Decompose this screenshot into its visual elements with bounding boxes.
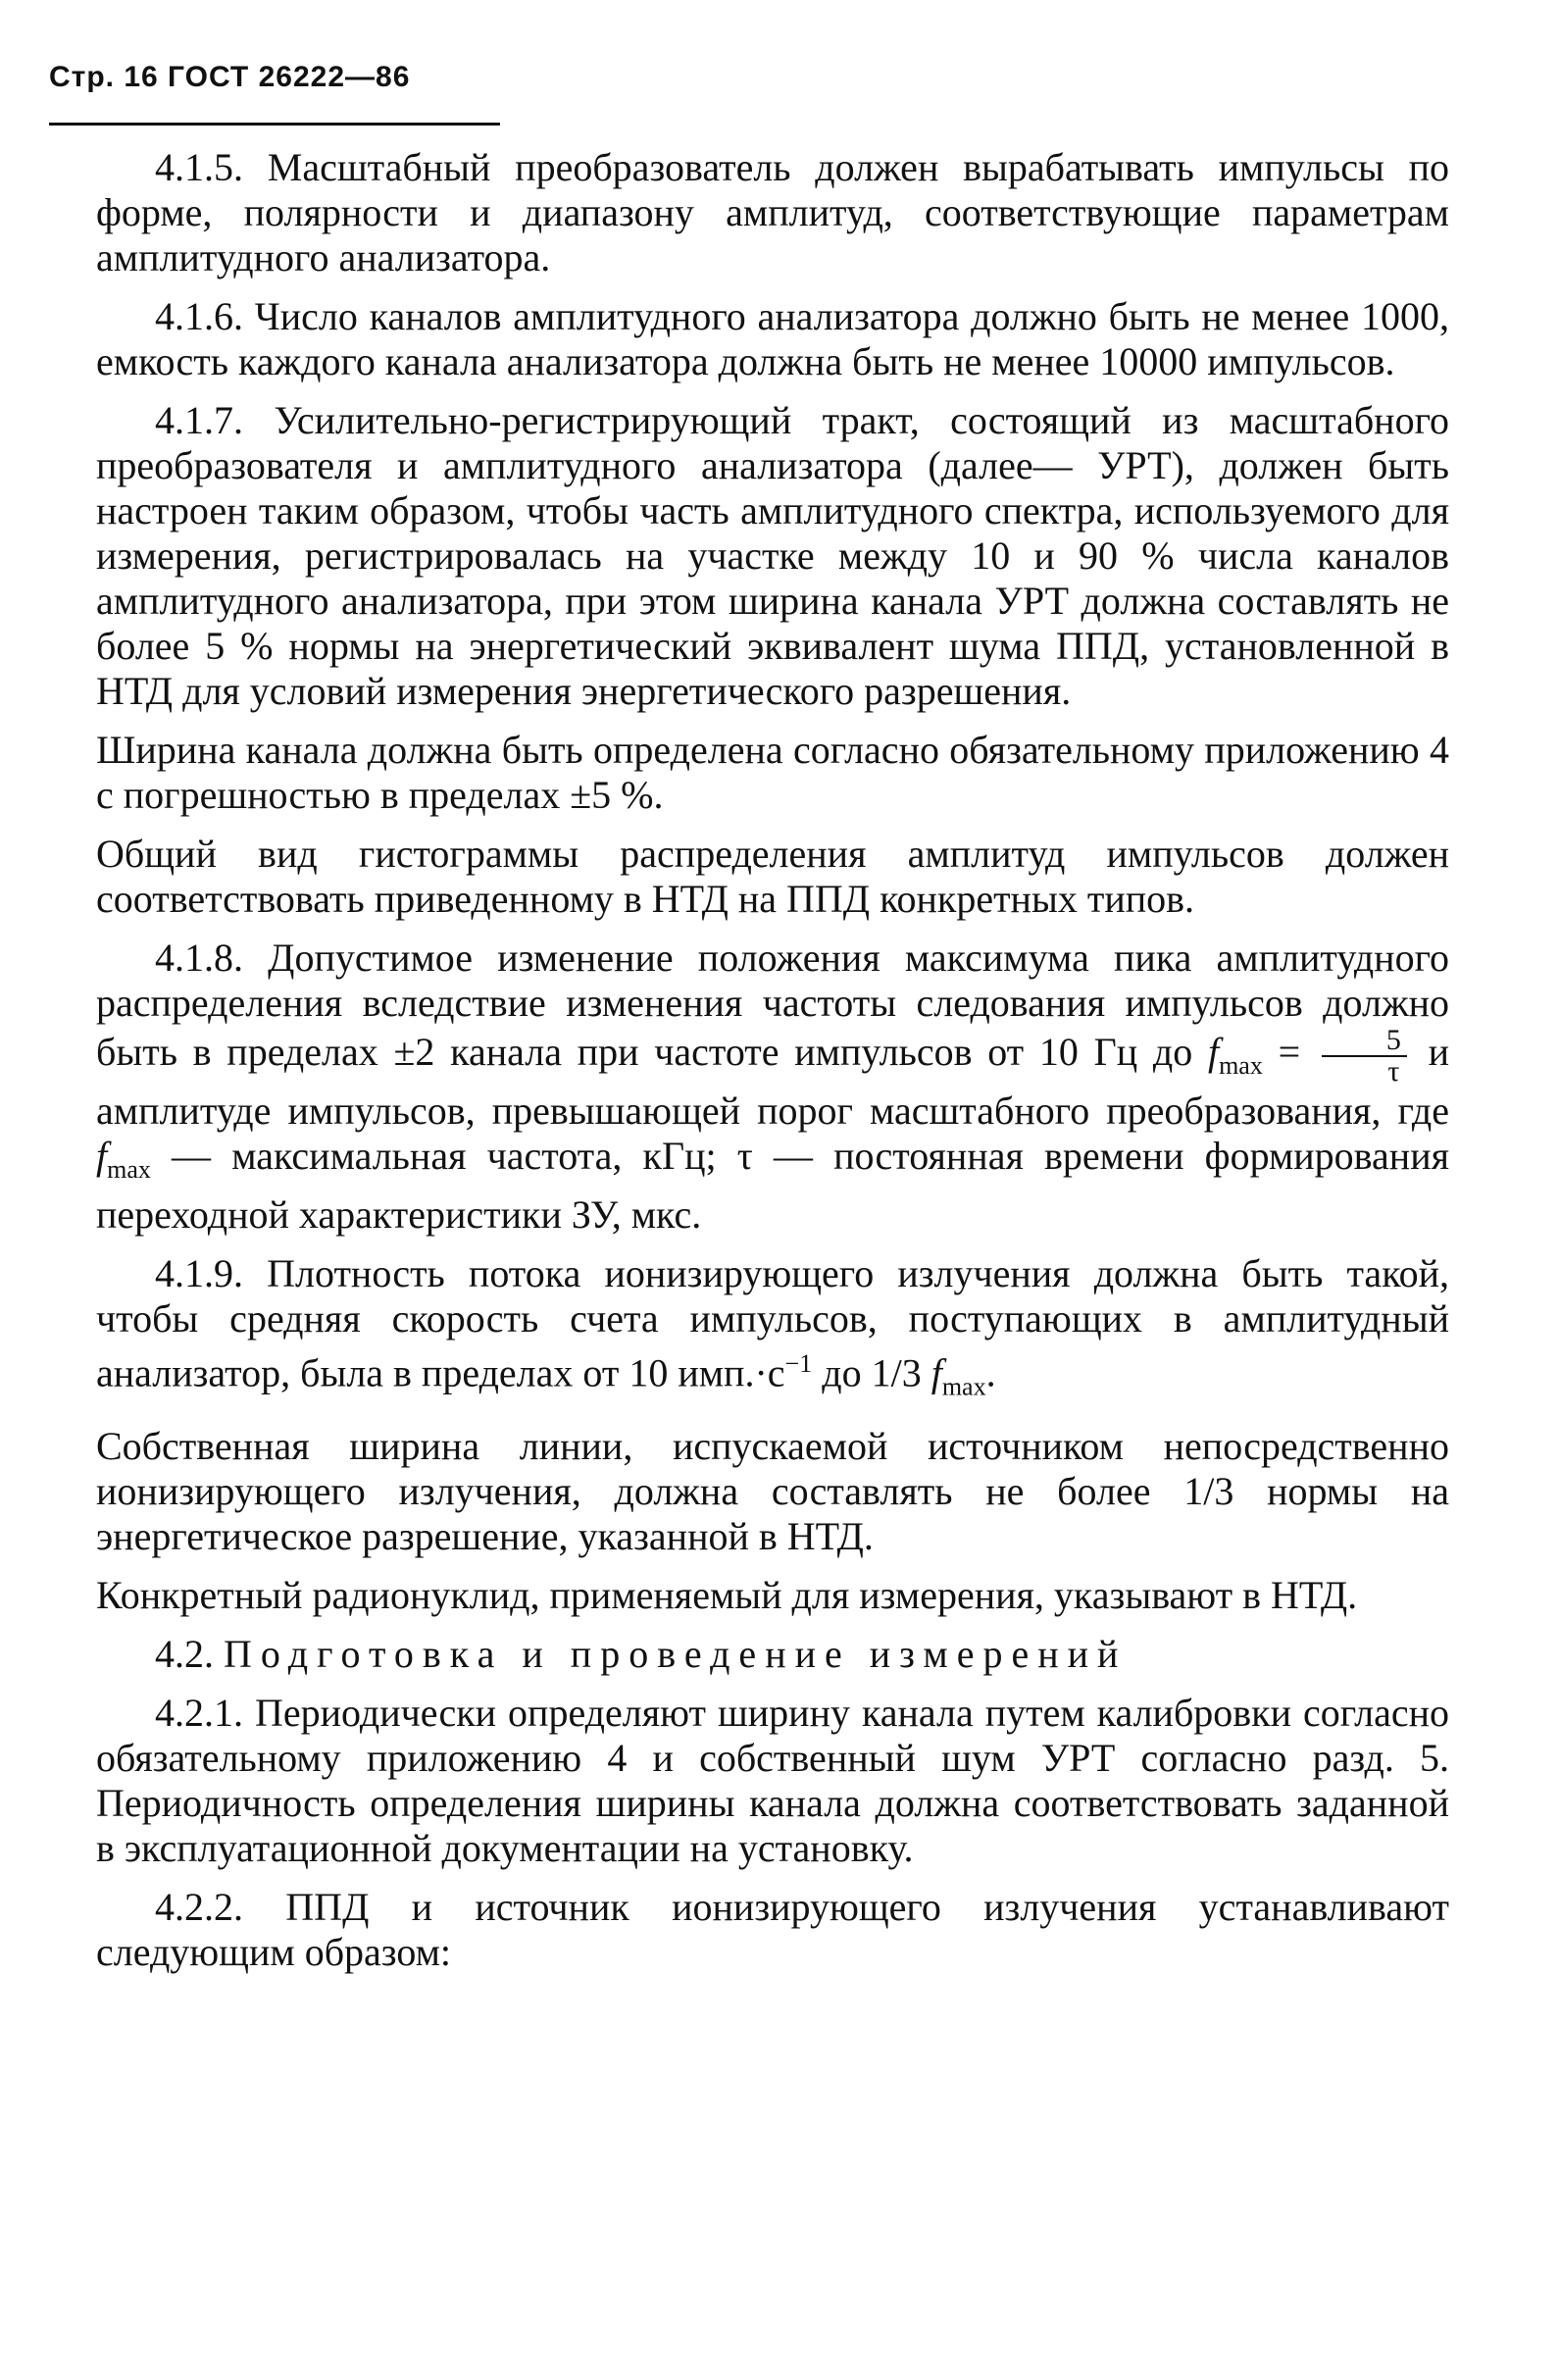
f-symbol-3: f bbox=[930, 1350, 942, 1395]
paragraph-4-1-6: 4.1.6. Число каналов амплитудного анализатора должно быть не менее 1000, емкость каждого канала анализатора должна быть не менее 10000 импульсов. bbox=[96, 294, 1449, 383]
p419-text-b: до bbox=[822, 1350, 862, 1395]
paragraph-line-width bbox=[96, 1424, 1449, 1559]
section-4-2-heading bbox=[96, 1632, 1449, 1677]
paragraph-4-1-7: 4.1.7. Усилительно-регистрирующий тракт, состоящий из масштабного преобразователя и амплитудного анализатора (далее— УРТ), должен быть настроен таким образом, чтобы часть амплитудного спектра, используемого для измерения, регистрировалась на участке между 10 и 90 % числа каналов амплитудного анализатора, при этом ширина канала УРТ должна составлять не более 5 % нормы на энергетический эквивалент шума ППД, установленной в НТД для условий измерения энергетического разрешения. bbox=[96, 398, 1449, 713]
p418-text-c: — максимальная частота, кГц; τ — постоянная времени формирования переходной характеристики ЗУ, мкс. bbox=[96, 1134, 1450, 1238]
fraction-denominator: τ bbox=[1387, 1055, 1400, 1088]
f-symbol: f bbox=[1207, 1030, 1220, 1075]
p418-text-a: 4.1.8. Допустимое изменение положения максимума пика амплитудного распределения вследствие изменения частоты следования импульсов должно быть в пределах ±2 канала при частоте импульсов от 10 Гц до bbox=[96, 936, 1449, 1075]
section-number: 4.2. bbox=[155, 1631, 214, 1676]
p419-exponent: −1 bbox=[784, 1349, 813, 1379]
paragraph-radionuclide: Конкретный радионуклид, применяемый для измерения, указывают в НТД. bbox=[96, 1572, 1358, 1617]
p419d-end: нормы на энергетическое разрешение, указанной в НТД. bbox=[96, 1468, 1450, 1558]
f-symbol-2: f bbox=[96, 1134, 108, 1179]
f-subscript: max bbox=[1219, 1051, 1263, 1081]
paragraph-4-1-9 bbox=[96, 1251, 1449, 1409]
section-title: Подготовка и проведение измерений bbox=[224, 1631, 1128, 1676]
paragraph-4-2-1: 4.2.1. Периодически определяют ширину канала путем калибровки согласно обязательному приложению 4 и собственный шум УРТ согласно разд. 5. Периодичность определения ширины канала должна соответствовать заданной в эксплуатационной документации на установку. bbox=[96, 1690, 1449, 1870]
p419d-text: Собственная ширина линии, испускаемой источником непосредственно ионизирующего излучения, должна составлять не более bbox=[96, 1423, 1449, 1513]
fraction-5-over-tau bbox=[1322, 1026, 1407, 1087]
paragraph-histogram: Общий вид гистограммы распределения амплитуд импульсов должен соответствовать приведенному в НТД на ППД конкретных типов. bbox=[96, 832, 1449, 921]
document-body bbox=[96, 145, 1449, 1989]
p419d-fraction: 1/3 bbox=[1183, 1468, 1234, 1513]
equals-sign: = bbox=[1278, 1030, 1301, 1075]
f-subscript-2: max bbox=[107, 1155, 151, 1185]
fraction-numerator: 5 bbox=[1322, 1026, 1407, 1057]
header-rule bbox=[49, 123, 500, 126]
paragraph-4-1-8 bbox=[96, 936, 1449, 1238]
paragraph-4-2-2: 4.2.2. ППД и источник ионизирующего излучения устанавливают следующим образом: bbox=[96, 1884, 1449, 1974]
p419-period: . bbox=[985, 1350, 996, 1395]
f-subscript-3: max bbox=[941, 1372, 986, 1401]
paragraph-4-1-5: 4.1.5. Масштабный преобразователь должен вырабатывать импульсы по форме, полярности и диапазону амплитуд, соответствующие параметрам амплитудного анализатора. bbox=[96, 145, 1449, 279]
paragraph-channel-width: Ширина канала должна быть определена согласно обязательному приложению 4 с погрешностью в пределах ±5 %. bbox=[96, 728, 1449, 817]
p419-fraction: 1/3 bbox=[871, 1350, 922, 1395]
p418-text-b: и амплитуде импульсов, превышающей порог масштабного преобразования, где bbox=[96, 1030, 1450, 1134]
page-header: Стр. 16 ГОСТ 26222—86 bbox=[49, 61, 411, 93]
p419-text-a: 4.1.9. Плотность потока ионизирующего излучения должна быть такой, чтобы средняя скорость счета импульсов, поступающих в амплитудный анализатор, была в пределах от 10 имп.·с bbox=[96, 1251, 1449, 1395]
